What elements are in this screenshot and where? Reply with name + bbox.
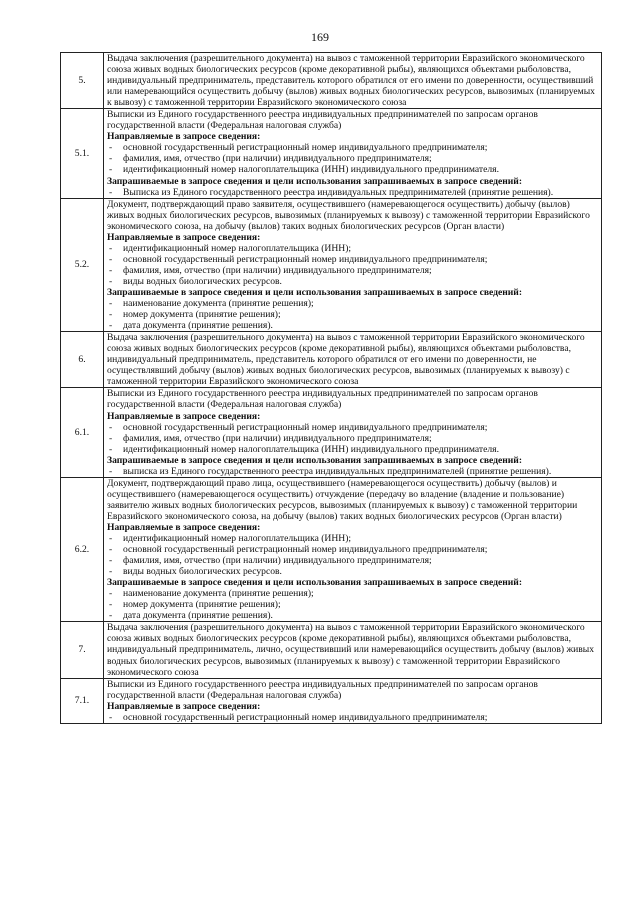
row-number: 7.1. xyxy=(61,678,104,723)
list-marker: - xyxy=(109,275,113,287)
paragraph: Документ, подтверждающий право заявителя, осуществившего (намеревающегося осуществить) добычу (вылов) живых водных биологических ресурсов, вывозимых (планируемых к вывозу) с таможенной территории Евразийского экономического союза, на добычу (вылов) таких водных биологических ресурсов (Орган власти) xyxy=(107,198,590,232)
section-heading: Запрашиваемые в запросе сведения и цели использования запрашиваемых в запросе сведений: xyxy=(107,286,523,298)
list-item xyxy=(107,142,598,153)
list-marker: - xyxy=(109,544,113,556)
list-item-text: Выписка из Единого государственного реестра индивидуальных предпринимателей (принятие решения). xyxy=(123,186,554,198)
list-item-text: идентификационный номер налогоплательщика (ИНН) индивидуального предпринимателя. xyxy=(123,443,499,455)
list-item-text: основной государственный регистрационный номер индивидуального предпринимателя; xyxy=(123,253,488,265)
section-heading: Запрашиваемые в запросе сведения и цели использования запрашиваемых в запросе сведений: xyxy=(107,175,523,187)
services-table-body xyxy=(61,53,602,724)
table-row xyxy=(61,198,602,332)
paragraph: Выдача заключения (разрешительного документа) на вывоз с таможенной территории Евразийского экономического союза живых водных биологических ресурсов (кроме декоративной рыбы), являющихся объектами рыболовства, индивидуальный предприниматель, представитель которого обратился от его имени по доверенности, осуществивший или намеревающийся осуществить добычу (вылов) живых водных биологических ресурсов, вывозимых (планируемых к вывозу) с таможенной территории Евразийского экономического союза xyxy=(107,53,595,109)
list-item xyxy=(107,466,598,477)
list-item xyxy=(107,599,598,610)
list-marker: - xyxy=(109,242,113,254)
list-item-text: наименование документа (принятие решения); xyxy=(123,298,314,310)
list-item-text: идентификационный номер налогоплательщика (ИНН) индивидуального предпринимателя. xyxy=(123,164,499,176)
list-marker: - xyxy=(109,533,113,545)
list-item-text: идентификационный номер налогоплательщика (ИНН); xyxy=(123,242,352,254)
list-item xyxy=(107,588,598,599)
list-item-text: идентификационный номер налогоплательщика (ИНН); xyxy=(123,533,352,545)
list-marker: - xyxy=(109,555,113,567)
row-content xyxy=(104,109,602,198)
table-row xyxy=(61,332,602,388)
list-item-text: фамилия, имя, отчество (при наличии) индивидуального предпринимателя; xyxy=(123,555,432,567)
list-item-text: дата документа (принятие решения). xyxy=(123,320,273,332)
table-row xyxy=(61,678,602,723)
row-content xyxy=(104,622,602,678)
row-content xyxy=(104,388,602,477)
section-heading: Направляемые в запросе сведения: xyxy=(107,521,261,533)
list-item-text: номер документа (принятие решения); xyxy=(123,599,281,611)
list-marker: - xyxy=(109,186,113,198)
page-number: 169 xyxy=(311,30,329,44)
list-item xyxy=(107,243,598,254)
list-item-text: дата документа (принятие решения). xyxy=(123,610,273,622)
list-item-text: основной государственный регистрационный номер индивидуального предпринимателя; xyxy=(123,421,488,433)
list-item xyxy=(107,422,598,433)
list-marker: - xyxy=(109,298,113,310)
list-marker: - xyxy=(109,264,113,276)
section-heading: Запрашиваемые в запросе сведения и цели использования запрашиваемых в запросе сведений: xyxy=(107,454,523,466)
list-marker: - xyxy=(109,253,113,265)
row-number: 5.1. xyxy=(61,109,104,198)
row-number: 5.2. xyxy=(61,198,104,332)
section-heading: Направляемые в запросе сведения: xyxy=(107,700,261,712)
list-item xyxy=(107,444,598,455)
paragraph: Выписки из Единого государственного реестра индивидуальных предпринимателей по запросам органов государственной власти (Федеральная налоговая служба) xyxy=(107,109,538,132)
list-item xyxy=(107,320,598,331)
list-item-text: фамилия, имя, отчество (при наличии) индивидуального предпринимателя; xyxy=(123,153,432,165)
list-item-text: виды водных биологических ресурсов. xyxy=(123,566,282,578)
table-row xyxy=(61,109,602,198)
row-content xyxy=(104,332,602,388)
section-heading: Направляемые в запросе сведения: xyxy=(107,131,261,143)
list-marker: - xyxy=(109,432,113,444)
list-item xyxy=(107,712,598,723)
list-item xyxy=(107,533,598,544)
list-item-text: фамилия, имя, отчество (при наличии) индивидуального предпринимателя; xyxy=(123,264,432,276)
row-number: 6.2. xyxy=(61,477,104,622)
list-item-text: основной государственный регистрационный номер индивидуального предпринимателя; xyxy=(123,544,488,556)
paragraph: Выписки из Единого государственного реестра индивидуальных предпринимателей по запросам органов государственной власти (Федеральная налоговая служба) xyxy=(107,678,538,701)
list-item-text: основной государственный регистрационный номер индивидуального предпринимателя; xyxy=(123,142,488,154)
list-marker: - xyxy=(109,164,113,176)
row-number: 5. xyxy=(61,53,104,109)
list-marker: - xyxy=(109,320,113,332)
list-item xyxy=(107,187,598,198)
list-item xyxy=(107,254,598,265)
list-item-text: выписка из Единого государственного реестра индивидуальных предпринимателей (принятие решения). xyxy=(123,465,552,477)
list-marker: - xyxy=(109,465,113,477)
list-item-text: фамилия, имя, отчество (при наличии) индивидуального предпринимателя; xyxy=(123,432,432,444)
list-marker: - xyxy=(109,142,113,154)
list-item-text: основной государственный регистрационный номер индивидуального предпринимателя; xyxy=(123,711,488,723)
list-item xyxy=(107,276,598,287)
list-marker: - xyxy=(109,588,113,600)
table-row xyxy=(61,622,602,678)
paragraph: Выдача заключения (разрешительного документа) на вывоз с таможенной территории Евразийского экономического союза живых водных биологических ресурсов (кроме декоративной рыбы), являющихся объектами рыболовства, индивидуальный предприниматель, представитель которого обратился от его имени по доверенности, не осуществлявший добычу (вылов) живых водных биологических ресурсов, вывозимых (планируемых к вывозу) с таможенной территории Евразийского экономического союза xyxy=(107,332,585,388)
row-content xyxy=(104,198,602,332)
services-table xyxy=(60,52,602,724)
section-heading: Запрашиваемые в запросе сведения и цели использования запрашиваемых в запросе сведений: xyxy=(107,577,523,589)
list-marker: - xyxy=(109,711,113,723)
list-item xyxy=(107,555,598,566)
list-marker: - xyxy=(109,443,113,455)
list-item xyxy=(107,265,598,276)
section-heading: Направляемые в запросе сведения: xyxy=(107,231,261,243)
row-content xyxy=(104,678,602,723)
list-item xyxy=(107,153,598,164)
list-item-text: номер документа (принятие решения); xyxy=(123,309,281,321)
row-content xyxy=(104,477,602,622)
paragraph: Документ, подтверждающий право лица, осуществившего (намеревающегося осуществить) добычу (вылов) и осуществившего (намеревающегося осуществить) отчуждение (передачу во владение (владение и пользование) заявителю живых водных биологических ресурсов, вывозимых (планируемых к вывозу) с таможенной территории Евразийского экономического союза, на добычу (вылов) таких водных биологических ресурсов (Орган власти) xyxy=(107,477,578,522)
list-item xyxy=(107,566,598,577)
list-item xyxy=(107,298,598,309)
row-content xyxy=(104,53,602,109)
list-marker: - xyxy=(109,599,113,611)
list-item xyxy=(107,610,598,621)
table-row xyxy=(61,388,602,477)
row-number: 6.1. xyxy=(61,388,104,477)
list-item xyxy=(107,309,598,320)
row-number: 6. xyxy=(61,332,104,388)
table-row xyxy=(61,477,602,622)
list-item xyxy=(107,544,598,555)
paragraph: Выдача заключения (разрешительного документа) на вывоз с таможенной территории Евразийского экономического союза живых водных биологических ресурсов (кроме декоративной рыбы), являющихся объектами рыболовства, индивидуальный предприниматель, лично, осуществивший или намеревающийся осуществить добычу (вылов) живых водных биологических ресурсов, вывозимых (планируемых к вывозу) с таможенной территории Евразийского экономического союза xyxy=(107,622,594,678)
section-heading: Направляемые в запросе сведения: xyxy=(107,410,261,422)
list-item xyxy=(107,164,598,175)
list-marker: - xyxy=(109,421,113,433)
list-item-text: наименование документа (принятие решения); xyxy=(123,588,314,600)
row-number: 7. xyxy=(61,622,104,678)
list-marker: - xyxy=(109,153,113,165)
list-marker: - xyxy=(109,566,113,578)
paragraph: Выписки из Единого государственного реестра индивидуальных предпринимателей по запросам органов государственной власти (Федеральная налоговая служба) xyxy=(107,388,538,411)
list-item-text: виды водных биологических ресурсов. xyxy=(123,275,282,287)
list-item xyxy=(107,433,598,444)
table-row xyxy=(61,53,602,109)
list-marker: - xyxy=(109,309,113,321)
list-marker: - xyxy=(109,610,113,622)
